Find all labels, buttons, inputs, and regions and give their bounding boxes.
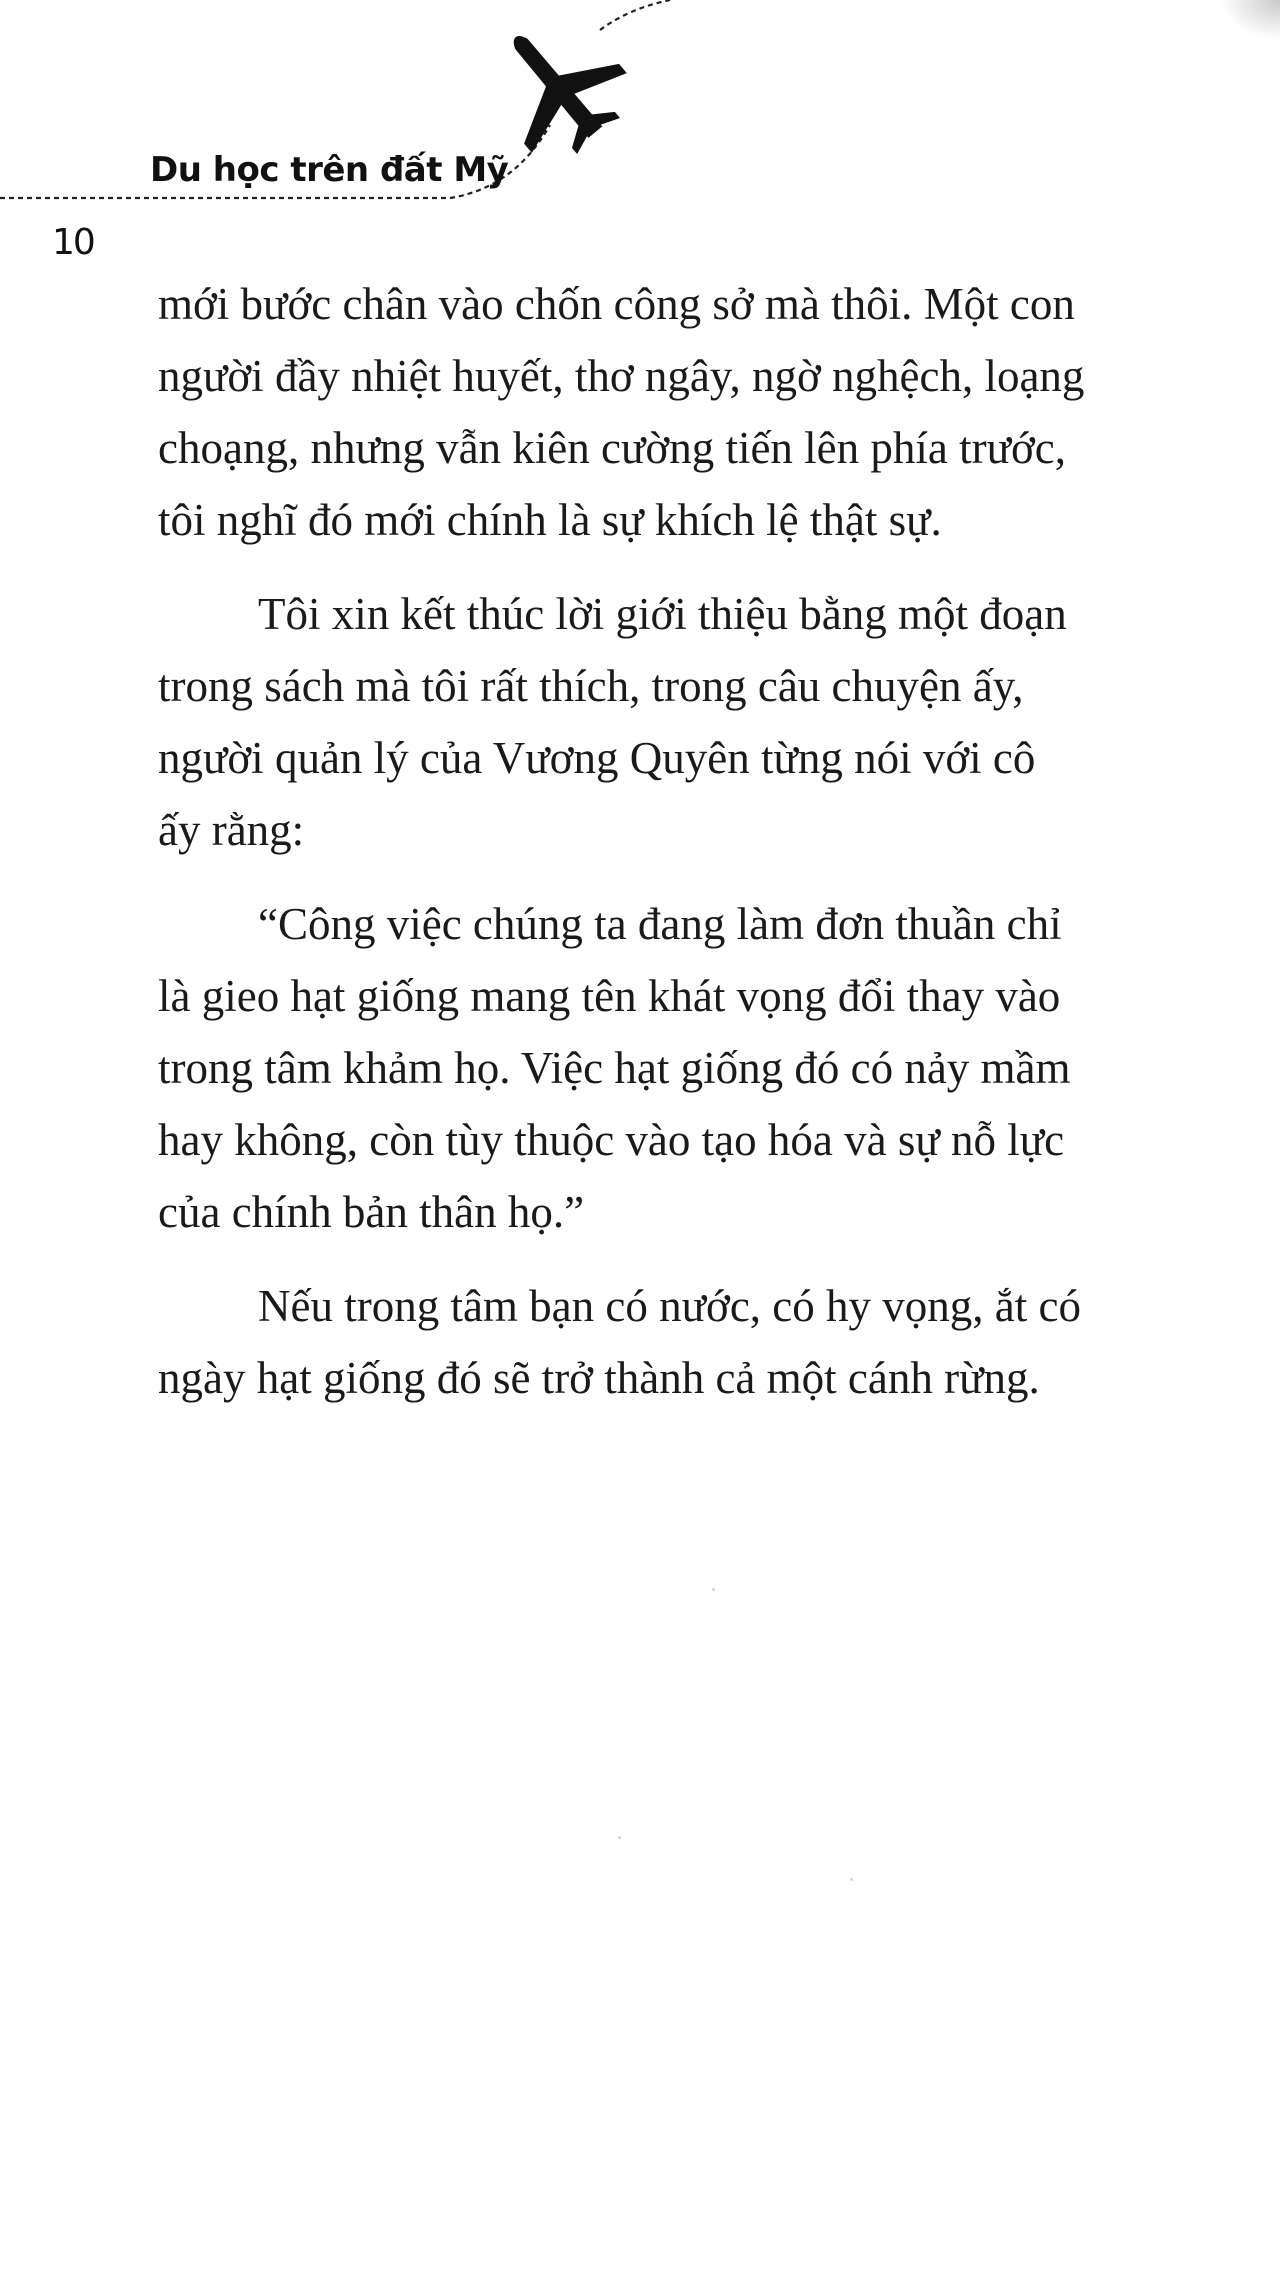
text-line: trong tâm khảm họ. Việc hạt giống đó có nảy mầm xyxy=(158,1043,1071,1093)
text-line: của chính bản thân họ.” xyxy=(158,1187,585,1237)
text-line: trong sách mà tôi rất thích, trong câu chuyện ấy, xyxy=(158,661,1024,711)
paragraph-4 xyxy=(158,1270,1178,1414)
body-text xyxy=(158,268,1178,1436)
text-line: choạng, nhưng vẫn kiên cường tiến lên phía trước, xyxy=(158,423,1067,473)
paragraph-1 xyxy=(158,268,1178,556)
text-line: người đầy nhiệt huyết, thơ ngây, ngờ nghệch, loạng xyxy=(158,351,1085,401)
paper-speck xyxy=(618,1836,621,1839)
paper-speck xyxy=(712,1588,715,1591)
page-number: 10 xyxy=(52,222,94,263)
text-line: hay không, còn tùy thuộc vào tạo hóa và sự nỗ lực xyxy=(158,1115,1065,1165)
paragraph-quote xyxy=(158,888,1178,1248)
text-line: Tôi xin kết thúc lời giới thiệu bằng một đoạn xyxy=(258,589,1067,639)
text-line: người quản lý của Vương Quyên từng nói với cô xyxy=(158,733,1036,783)
text-line: tôi nghĩ đó mới chính là sự khích lệ thật sự. xyxy=(158,495,942,545)
paragraph-2 xyxy=(158,578,1178,866)
flight-path-trail xyxy=(600,0,670,30)
running-title: Du học trên đất Mỹ xyxy=(150,150,509,190)
paper-speck xyxy=(850,1878,853,1881)
text-line: là gieo hạt giống mang tên khát vọng đổi thay vào xyxy=(158,971,1061,1021)
header-decoration xyxy=(0,0,1280,230)
text-line: Nếu trong tâm bạn có nước, có hy vọng, ắt có xyxy=(258,1281,1081,1331)
text-line: mới bước chân vào chốn công sở mà thôi. Một con xyxy=(158,279,1075,329)
text-line: ngày hạt giống đó sẽ trở thành cả một cánh rừng. xyxy=(158,1353,1040,1403)
text-line: “Công việc chúng ta đang làm đơn thuần chỉ xyxy=(258,899,1062,949)
text-line: ấy rằng: xyxy=(158,805,305,855)
